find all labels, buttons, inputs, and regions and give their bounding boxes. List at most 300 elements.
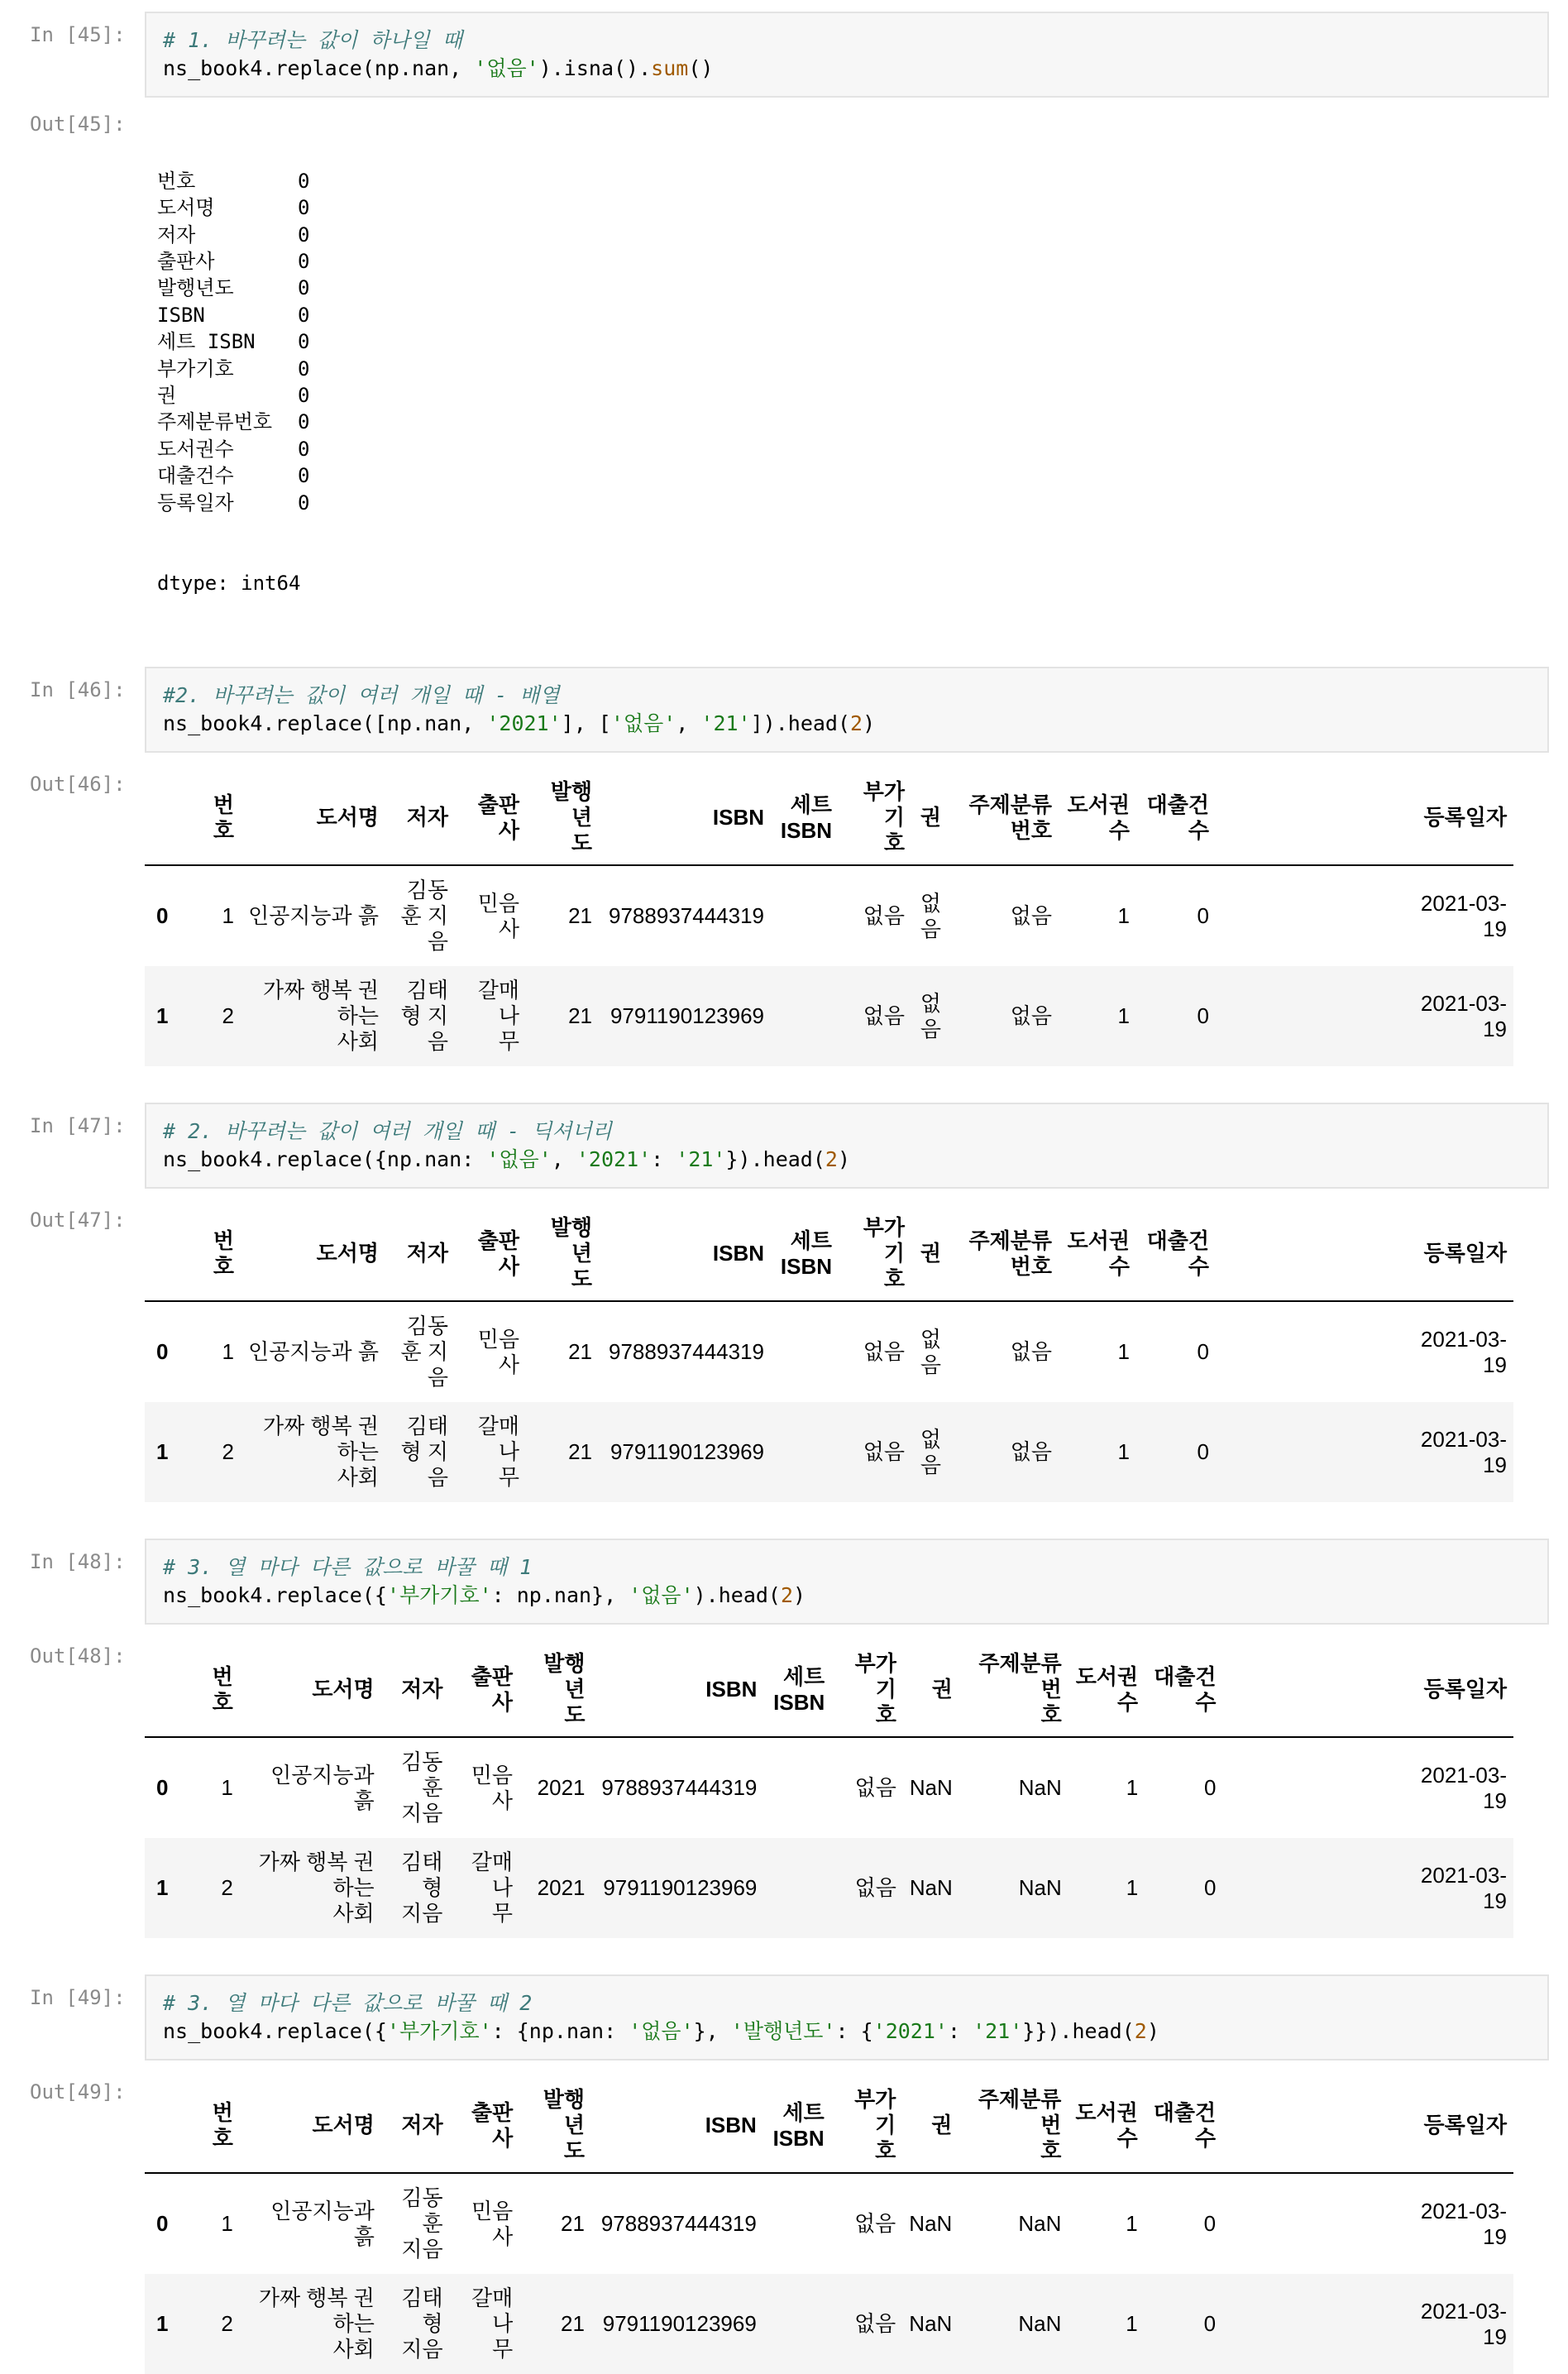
code-cell-47 (0, 1103, 1568, 1189)
table-cell: 민음사 (471, 2198, 514, 2249)
code-cell-46 (0, 667, 1568, 753)
row-index: 0 (156, 2211, 169, 2237)
series-value: 0 (298, 303, 310, 327)
table-cell: 없음 (854, 2211, 896, 2237)
table-cell: 21 (568, 1339, 592, 1365)
column-header (145, 771, 199, 865)
table-row (145, 1838, 1513, 1938)
dataframe-table (145, 2079, 1513, 2374)
table-cell: 2021 (537, 1875, 586, 1901)
table-cell: 갈매나 무 (477, 978, 519, 1055)
series-gap (256, 328, 298, 355)
table-cell: 21 (568, 903, 592, 929)
output-cell-48 (0, 1643, 1568, 1938)
table-cell (763, 2274, 831, 2374)
column-header: 저자 (385, 771, 455, 865)
column-header: 등록일자 (1222, 1643, 1513, 1737)
series-row (157, 436, 1568, 462)
code-string: '2021' (576, 1147, 652, 1172)
series-value: 0 (298, 464, 310, 488)
code-string: '없음' (629, 2019, 694, 2044)
code-string: '부가기호' (386, 2019, 492, 2044)
table-cell: 9788937444319 (609, 903, 764, 929)
table-cell: 김태형 지음 (401, 1850, 443, 1926)
series-row (157, 168, 1568, 194)
table-cell: 0 (1203, 2211, 1217, 2237)
column-header: 등록일자 (1222, 2079, 1513, 2173)
table-cell: 없음 (854, 1875, 896, 1901)
code-string: '발행년도' (730, 2019, 836, 2044)
series-key: 도서권수 (157, 437, 234, 461)
series-key: 저자 (157, 223, 196, 246)
code-line (163, 710, 1531, 738)
series-value: 0 (298, 357, 310, 381)
column-header: 번 호 (199, 771, 241, 865)
column-header: 출판사 (449, 1643, 519, 1737)
code-cell-49 (0, 1974, 1568, 2060)
series-row (157, 382, 1568, 409)
table-cell: 2021-03- 19 (1420, 2298, 1507, 2349)
table-cell: 1 (222, 903, 234, 929)
code-line (163, 1582, 1531, 1610)
code-number: 2 (780, 1583, 794, 1608)
code-number: 2 (825, 1147, 838, 1172)
dataframe-table (145, 1643, 1513, 1938)
column-header: 주제분류번 호 (959, 1643, 1068, 1737)
table-cell: 가짜 행복 권하는 사회 (258, 1850, 375, 1926)
table-cell: 1 (1117, 1439, 1130, 1465)
table-cell: 민음사 (471, 1762, 513, 1813)
table-cell: 2021-03- 19 (1420, 1762, 1507, 1813)
code-line (163, 1989, 1531, 2017)
header-row (145, 1207, 1513, 1301)
table-cell: 21 (561, 2211, 585, 2237)
column-header: 발행년 도 (526, 771, 599, 865)
series-gap (176, 382, 298, 409)
table-cell: NaN (1018, 1775, 1062, 1801)
table-cell: 2 (221, 1875, 233, 1901)
code-input[interactable] (145, 1974, 1549, 2060)
column-header: 부가기 호 (839, 1207, 911, 1301)
table-cell: NaN (1018, 2211, 1062, 2237)
column-header: 주제분류 번호 (948, 1207, 1059, 1301)
table-cell: 가짜 행복 권하는 사회 (262, 978, 379, 1055)
input-prompt: In [47]: (30, 1114, 126, 1138)
code-cell-48 (0, 1539, 1568, 1625)
table-cell: 김동훈 지 음 (400, 878, 448, 955)
code-token: ns_book4.replace([np.nan, (163, 711, 487, 736)
dataframe-output (145, 1643, 1513, 1938)
code-token: ).head( (693, 1583, 781, 1608)
table-cell: 1 (1117, 1339, 1130, 1365)
output-prompt: Out[48]: (30, 1644, 126, 1668)
column-header: 부가기 호 (831, 1643, 903, 1737)
series-value: 0 (298, 196, 310, 220)
table-cell: 김동훈 지 음 (400, 1314, 448, 1390)
series-key: 주제분류번호 (157, 410, 273, 434)
series-value: 0 (298, 276, 310, 300)
column-header: 권 (911, 771, 948, 865)
table-cell: 없음 (863, 1439, 905, 1465)
output-prompt: Out[45]: (30, 112, 126, 136)
table-cell: 김태형 지 음 (400, 978, 448, 1055)
input-prompt: In [45]: (30, 23, 126, 46)
column-header: 세트 ISBN (771, 771, 839, 865)
table-cell: 김태형 지음 (401, 2285, 443, 2362)
column-header (145, 1643, 198, 1737)
series-gap (215, 194, 298, 221)
series-gap (272, 409, 298, 435)
header-row (145, 771, 1513, 865)
row-index: 0 (156, 1339, 169, 1365)
table-cell: 9791190123969 (610, 1003, 764, 1029)
column-header: 권 (903, 1643, 959, 1737)
table-cell (771, 1301, 839, 1402)
column-header: 출판사 (450, 2079, 520, 2173)
column-header: 주제분류 번호 (948, 771, 1059, 865)
series-gap (234, 436, 298, 462)
row-index: 1 (156, 1003, 169, 1029)
series-key: 도서명 (157, 196, 215, 220)
series-key: 발행년도 (157, 276, 234, 300)
series-gap (234, 356, 298, 382)
column-header: 저자 (381, 1643, 450, 1737)
column-header: 권 (911, 1207, 948, 1301)
table-cell: 2021-03- 19 (1420, 890, 1507, 941)
series-gap (234, 462, 298, 489)
code-line (163, 26, 1531, 55)
table-cell: NaN (909, 1775, 953, 1801)
code-line (163, 2017, 1531, 2046)
code-number: sum (651, 56, 689, 80)
series-value: 0 (298, 437, 310, 461)
column-header: 번 호 (198, 1643, 240, 1737)
code-line (163, 682, 1531, 710)
table-cell: 21 (568, 1003, 592, 1029)
column-header: 대출건 수 (1136, 1207, 1216, 1301)
series-key: 출판사 (157, 250, 215, 274)
table-cell: 1 (1117, 1003, 1130, 1029)
table-cell: 1 (221, 2211, 233, 2237)
code-token: ) (1146, 2019, 1159, 2044)
code-token: ) (837, 1147, 851, 1172)
row-index: 1 (156, 1439, 169, 1465)
series-value: 0 (298, 491, 310, 515)
column-header: ISBN (591, 2079, 763, 2173)
column-header: 발행년 도 (519, 1643, 592, 1737)
series-row (157, 275, 1568, 301)
code-token: : (947, 2019, 973, 2044)
table-cell: 없음 (1010, 1439, 1052, 1465)
series-row (157, 248, 1568, 275)
series-row (157, 462, 1568, 489)
code-token: : {np.nan: (491, 2019, 629, 2044)
table-cell (771, 1402, 839, 1502)
input-prompt: In [48]: (30, 1550, 126, 1574)
table-cell: 인공지능과 흙 (270, 2198, 375, 2249)
series-lines (157, 168, 1568, 516)
code-comment: # 1. 바꾸려는 값이 하나일 때 (163, 28, 462, 52)
table-cell: 21 (561, 2311, 585, 2337)
series-key: 세트 ISBN (157, 330, 256, 354)
code-string: '없음' (474, 56, 539, 80)
column-header: ISBN (599, 771, 771, 865)
code-line (163, 55, 1531, 83)
column-header: 발행년 도 (526, 1207, 599, 1301)
series-gap (234, 490, 298, 516)
column-header: 저자 (385, 1207, 455, 1301)
code-line (163, 1553, 1531, 1582)
column-header: 저자 (381, 2079, 450, 2173)
series-gap (215, 248, 298, 275)
series-gap (195, 222, 298, 248)
table-cell: 1 (221, 1775, 233, 1801)
table-cell: 인공지능과 흙 (270, 1762, 375, 1813)
table-cell: NaN (909, 2311, 953, 2337)
series-key: ISBN (157, 303, 205, 327)
table-cell: 0 (1203, 2311, 1217, 2337)
output-prompt: Out[46]: (30, 773, 126, 797)
table-cell: 갈매나 무 (471, 1850, 513, 1926)
column-header: 대출건 수 (1145, 2079, 1222, 2173)
table-cell (763, 2173, 831, 2274)
table-cell: 2021-03- 19 (1420, 2198, 1507, 2249)
output-prompt: Out[49]: (30, 2080, 126, 2104)
code-token: ], [ (561, 711, 611, 736)
code-comment: # 3. 열 마다 다른 값으로 바꿀 때 1 (163, 1555, 533, 1580)
table-cell: 9791190123969 (602, 2311, 757, 2337)
column-header: 출판사 (455, 771, 526, 865)
code-line (163, 1146, 1531, 1174)
table-cell: 2 (222, 1439, 234, 1465)
output-prompt: Out[47]: (30, 1209, 126, 1232)
table-row (145, 2274, 1513, 2374)
series-row (157, 409, 1568, 435)
code-input[interactable] (145, 1539, 1549, 1625)
code-input[interactable] (145, 12, 1549, 98)
series-value: 0 (298, 250, 310, 274)
series-key: 부가기호 (157, 357, 234, 381)
column-header: 주제분류번 호 (958, 2079, 1068, 2173)
table-cell: 없 음 (920, 890, 941, 941)
code-token: ).isna(). (538, 56, 652, 80)
table-row (145, 966, 1513, 1066)
table-cell: 김동훈 지음 (401, 1749, 443, 1826)
column-header: 번 호 (199, 1207, 241, 1301)
row-index: 1 (156, 1875, 169, 1901)
series-output (157, 109, 1568, 650)
table-cell: 2021-03- 19 (1420, 990, 1507, 1041)
series-dtype: dtype: int64 (157, 571, 301, 595)
dataframe-output (145, 2079, 1513, 2374)
code-token: : (651, 1147, 676, 1172)
code-token: }).head( (725, 1147, 825, 1172)
table-cell: 9788937444319 (600, 2211, 757, 2237)
table-cell: 인공지능과 흙 (248, 1339, 379, 1365)
table-cell: NaN (1018, 1875, 1062, 1901)
code-string: '21' (700, 711, 751, 736)
column-header: 도서권 수 (1059, 771, 1136, 865)
output-cell-46 (0, 771, 1568, 1066)
column-header: 세트 ISBN (771, 1207, 839, 1301)
code-token: () (688, 56, 714, 80)
table-cell: 갈매나 무 (477, 1414, 519, 1491)
column-header: 도서권 수 (1068, 1643, 1145, 1737)
input-prompt: In [49]: (30, 1986, 126, 2010)
table-cell: 없음 (854, 1775, 896, 1801)
column-header: 도서명 (241, 771, 385, 865)
column-header: 권 (902, 2079, 958, 2173)
table-cell: 민음사 (477, 890, 519, 941)
column-header: 등록일자 (1216, 1207, 1513, 1301)
code-token: ns_book4.replace({ (163, 2019, 387, 2044)
code-token: }, (693, 2019, 731, 2044)
series-key: 권 (157, 384, 177, 408)
table-cell: 민음사 (477, 1326, 519, 1377)
output-cell-49 (0, 2079, 1568, 2374)
code-input[interactable] (145, 667, 1549, 753)
series-value: 0 (298, 169, 310, 193)
series-gap (195, 168, 298, 194)
series-value: 0 (298, 330, 310, 354)
dataframe-table (145, 771, 1513, 1066)
table-cell: 없 음 (920, 1426, 941, 1477)
table-row (145, 1737, 1513, 1838)
series-key: 대출건수 (157, 464, 234, 488)
table-cell: 김태형 지 음 (400, 1414, 448, 1491)
table-cell: 1 (1126, 1775, 1139, 1801)
table-cell: 없음 (1010, 1339, 1052, 1365)
header-row (145, 1643, 1513, 1737)
table-cell: NaN (1018, 2311, 1062, 2337)
column-header (145, 2079, 198, 2173)
table-cell: 1 (1126, 2311, 1138, 2337)
column-header: 세트 ISBN (763, 1643, 831, 1737)
column-header: 도서권 수 (1068, 2079, 1144, 2173)
table-cell (771, 966, 839, 1066)
table-cell: 1 (1126, 1875, 1139, 1901)
table-cell: 2 (221, 2311, 233, 2337)
series-value: 0 (298, 384, 310, 408)
series-key: 등록일자 (157, 491, 234, 515)
series-gap (234, 275, 298, 301)
table-cell: 9788937444319 (601, 1775, 758, 1801)
table-cell: 없 음 (920, 1326, 941, 1377)
column-header: 도서명 (240, 1643, 381, 1737)
code-token: : { (835, 2019, 873, 2044)
table-cell: 0 (1197, 903, 1209, 929)
table-cell: 없음 (863, 1339, 905, 1365)
table-cell: 가짜 행복 권하는 사회 (258, 2285, 375, 2362)
column-header: 대출건 수 (1136, 771, 1216, 865)
code-input[interactable] (145, 1103, 1549, 1189)
column-header: 부가기 호 (831, 2079, 903, 2173)
table-cell: 1 (222, 1339, 234, 1365)
column-header: 부가기 호 (839, 771, 911, 865)
series-row (157, 302, 1568, 328)
table-row (145, 2173, 1513, 2274)
column-header: 도서권 수 (1059, 1207, 1136, 1301)
dataframe-output (145, 1207, 1513, 1502)
column-header: 도서명 (240, 2079, 381, 2173)
table-cell: 0 (1203, 1775, 1217, 1801)
code-comment: # 3. 열 마다 다른 값으로 바꿀 때 2 (163, 1991, 533, 2016)
row-index: 0 (156, 903, 169, 929)
column-header: 번 호 (198, 2079, 240, 2173)
code-token: }}).head( (1022, 2019, 1135, 2044)
table-cell: NaN (909, 2211, 953, 2237)
table-cell: 2 (222, 1003, 234, 1029)
table-cell (771, 865, 839, 966)
table-cell: NaN (909, 1875, 953, 1901)
table-cell: 0 (1197, 1003, 1209, 1029)
table-cell: 없음 (863, 903, 905, 929)
dataframe-output (145, 771, 1513, 1066)
table-cell: 1 (1117, 903, 1130, 929)
code-token: : np.nan}, (491, 1583, 629, 1608)
table-cell (763, 1838, 831, 1938)
column-header: 대출건 수 (1145, 1643, 1222, 1737)
table-cell: 인공지능과 흙 (248, 903, 379, 929)
code-token: , (676, 711, 701, 736)
output-cell-47 (0, 1207, 1568, 1502)
code-token: ns_book4.replace(np.nan, (163, 56, 475, 80)
code-string: '2021' (486, 711, 562, 736)
table-cell: 2021 (537, 1775, 586, 1801)
table-cell: 1 (1126, 2211, 1138, 2237)
series-row (157, 356, 1568, 382)
table-cell: 21 (568, 1439, 592, 1465)
code-number: 2 (1134, 2019, 1147, 2044)
series-row (157, 222, 1568, 248)
code-number: 2 (850, 711, 863, 736)
table-cell: 9791190123969 (610, 1439, 764, 1465)
table-cell: 김동훈 지음 (401, 2185, 443, 2262)
series-value: 0 (298, 223, 310, 246)
table-cell: 2021-03- 19 (1420, 1862, 1507, 1913)
table-cell: 0 (1203, 1875, 1217, 1901)
code-string: '없음' (486, 1147, 552, 1172)
table-row (145, 1301, 1513, 1402)
table-cell: 2021-03- 19 (1420, 1426, 1507, 1477)
input-prompt: In [46]: (30, 678, 126, 702)
table-cell: 9791190123969 (603, 1875, 758, 1901)
code-token: ) (863, 711, 876, 736)
row-index: 1 (156, 2311, 169, 2337)
code-token: ns_book4.replace({np.nan: (163, 1147, 487, 1172)
table-cell: 없 음 (920, 990, 941, 1041)
column-header: ISBN (599, 1207, 771, 1301)
column-header (145, 1207, 199, 1301)
table-cell: 0 (1197, 1339, 1209, 1365)
code-line (163, 1118, 1531, 1146)
table-row (145, 865, 1513, 966)
code-token: ]).head( (750, 711, 851, 736)
table-row (145, 1402, 1513, 1502)
column-header: 세트 ISBN (763, 2079, 831, 2173)
column-header: 도서명 (241, 1207, 385, 1301)
code-string: '없음' (629, 1583, 694, 1608)
series-value: 0 (298, 410, 310, 434)
table-cell: 9788937444319 (609, 1339, 764, 1365)
code-string: '2021' (872, 2019, 948, 2044)
code-comment: #2. 바꾸려는 값이 여러 개일 때 - 배열 (163, 683, 560, 708)
table-cell: 없음 (1010, 903, 1052, 929)
header-row (145, 2079, 1513, 2173)
table-cell: 갈매나 무 (471, 2285, 514, 2362)
series-row (157, 194, 1568, 221)
code-token: ) (793, 1583, 806, 1608)
